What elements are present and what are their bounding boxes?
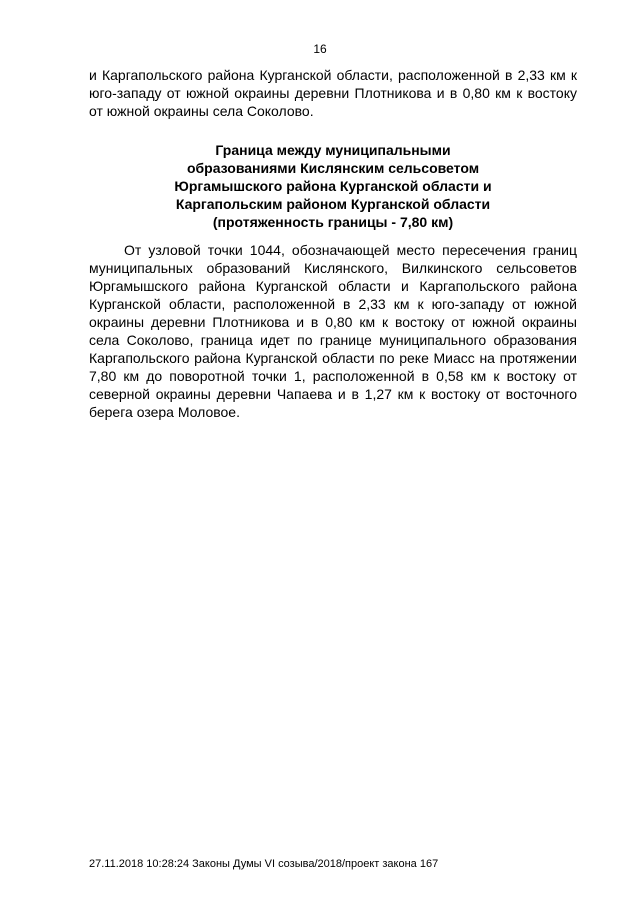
- intro-paragraph: и Каргапольского района Курганской области, расположенной в 2,33 км к юго-западу от южной окраины деревни Плотникова и в 0,80 км к востоку от южной окраины села Соколово.: [89, 67, 577, 119]
- heading-line: Юргамышского района Курганской области и: [174, 178, 492, 194]
- footer-stamp: 27.11.2018 10:28:24 Законы Думы VI созыва/2018/проект закона 167: [89, 858, 439, 870]
- heading-line: Граница между муниципальными: [215, 142, 451, 158]
- heading-line: образованиями Кислянским сельсоветом: [186, 160, 480, 176]
- heading-line: (протяженность границы - 7,80 км): [212, 214, 454, 230]
- heading-line: Каргапольским районом Курганской области: [175, 196, 491, 212]
- section-heading: [120, 141, 546, 231]
- page-number: 16: [313, 42, 327, 56]
- main-paragraph: От узловой точки 1044, обозначающей место пересечения границ муниципальных образований Кислянского, Вилкинского сельсоветов Юргамышского района Курганской области и Каргапольского района Курганской области, расположенной в 2,33 км к юго-западу от южной окраины деревни Плотникова и в 0,80 км к востоку от южной окраины села Соколово, граница идет по границе муниципального образования Каргапольского района Курганской области по реке Миасс на протяжении 7,80 км до поворотной точки 1, расположенной в 0,58 км к востоку от северной окраины деревни Чапаева и в 1,27 км к востоку от восточного берега озера Моловое.: [89, 242, 577, 420]
